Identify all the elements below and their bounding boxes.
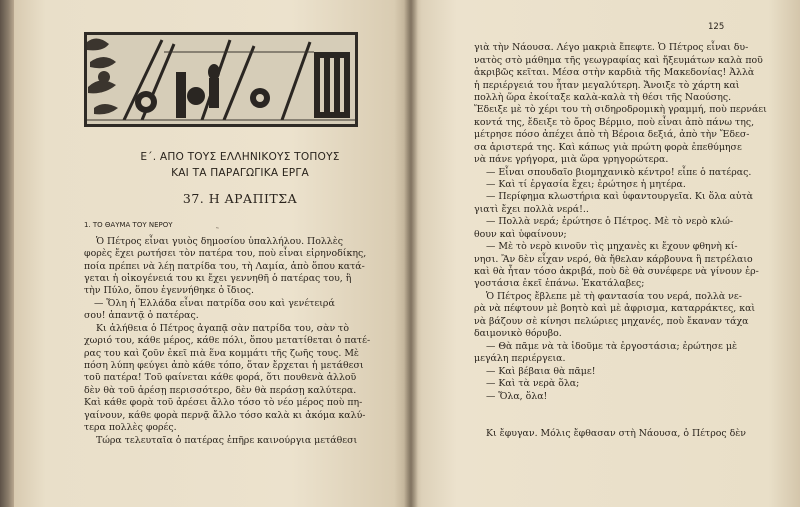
right-text-line: Κι ἔφυγαν. Μόλις ἔφθασαν στὴ Νάουσα, ὁ Πέτρος δὲν bbox=[486, 428, 746, 439]
left-text-line: σου! ἀπαντᾷ ὁ πατέρας. bbox=[84, 310, 199, 321]
right-text-line: γοστάσια ἐκεῖ ἐπάνω. Ἐκατάλαβες; bbox=[474, 278, 645, 289]
right-text-line: Ὁ Πέτρος ἔβλεπε μὲ τὴ φαντασία του νερά, πολλὰ νε- bbox=[486, 291, 742, 302]
left-text-line: τερα πολλὲς φορές. bbox=[84, 422, 177, 433]
right-text-line: — Καὶ βέβαια θὰ πᾶμε! bbox=[486, 366, 596, 377]
pencil-mark: ‟ bbox=[216, 227, 220, 234]
right-text-line: γιὰ τὴν Νάουσα. Λέγο μακριὰ ἔπεφτε. Ὁ Πέτρος εἶναι δυ- bbox=[474, 42, 749, 53]
right-text-line: — Πολλὰ νερά; ἐρώτησε ὁ Πέτρος. Μὲ τὸ νερὸ κλώ- bbox=[486, 216, 734, 227]
right-text-line: καὶ θὰ ἦταν τόσο ἀκριβά, ποὺ δὲ θὰ συνέφερε νὰ γίνουν ἐρ- bbox=[474, 266, 759, 277]
chapter-heading-line1: Ε΄. ΑΠΟ ΤΟΥΣ ΕΛΛΗΝΙΚΟΥΣ ΤΟΠΟΥΣ bbox=[140, 151, 340, 163]
right-text-line: νησι. Ἂν δὲν εἶχαν νερό, θὰ ἤθελαν κάρβουνα ἢ πετρέλαιο bbox=[474, 254, 753, 265]
right-text-line: — Εἶναι σπουδαῖο βιομηχανικὸ κέντρο! εἶπε ὁ πατέρας. bbox=[486, 167, 752, 178]
left-text-line: δὲν θὰ τοῦ ἀρέσῃ περισσότερο, δὲν θὰ περάσῃ καλύτερα. bbox=[84, 385, 357, 396]
left-text-line: ρας του καὶ ζοῦν ἐκεῖ πιὰ ἕνα κομμάτι τῆς ζωῆς τους. Μὲ bbox=[84, 348, 359, 359]
left-text-line: χωριό του, κάθε μέρος, κάθε πόλι, ὅπου μετατίθεται ὁ πατέ- bbox=[84, 335, 371, 346]
left-text-line: τοῦ πατέρα! Τοῦ φαίνεται κάθε φορά, ὅτι πουθενὰ ἀλλοῦ bbox=[84, 372, 357, 383]
right-text-line: θουν καὶ ὑφαίνουν; bbox=[474, 229, 567, 240]
left-text-line: — Ὅλη ἡ Ἑλλάδα εἶναι πατρίδα σου καὶ γενέτειρά bbox=[94, 298, 335, 309]
right-text-line: — Περίφημα κλωστήρια καὶ ὑφαντουργεῖα. Κι ὅλα αὐτὰ bbox=[486, 191, 754, 202]
right-text-line: μεγάλη περιέργεια. bbox=[474, 353, 566, 364]
right-text-line: μέτρησε πόσο ἀπέχει ἀπὸ τὴ Βέροια δεξιά, ἀπὸ τὴν Ἔδεσ- bbox=[474, 129, 750, 140]
book-gutter bbox=[404, 0, 418, 507]
right-text-line: δαιμονικὸ θόρυβο. bbox=[474, 328, 562, 339]
section-label: 1. ΤΟ ΘΑΥΜΑ ΤΟΥ ΝΕΡΟΥ bbox=[84, 221, 173, 229]
right-text-line: ρὰ νὰ πέφτουν μὲ βοητὸ καὶ μὲ ἀφρισμα, καταρράκτες, καὶ bbox=[474, 303, 756, 314]
right-text-line: — Θὰ πᾶμε νὰ τὰ ἰδοῦμε τὰ ἐργοστάσια; ἐρώτησε μὲ bbox=[486, 341, 737, 352]
left-text-line: Τώρα τελευταῖα ὁ πατέρας ἐπῆρε καινούργια μετάθεσι bbox=[96, 435, 358, 446]
book-page-edges bbox=[0, 0, 14, 507]
right-text-line: γιατὶ ἔχει πολλὰ νερά!.. bbox=[474, 204, 589, 215]
left-text-line: Ὁ Πέτρος εἶναι γυιὸς δημοσίου ὑπαλλήλου. Πολλὲς bbox=[96, 236, 344, 247]
right-text-line: πολλὴ ὥρα ἐκοίταξε καλὰ-καλὰ τὴ θέσι τῆς Ναούσης. bbox=[474, 92, 732, 103]
right-text-line: — Καὶ τὰ νερὰ ὅλα; bbox=[486, 378, 580, 389]
right-text-line: νὰ πάνε γρήγορα, μιὰ ὥρα γρηγορώτερα. bbox=[474, 154, 669, 165]
page-number: 125 bbox=[708, 22, 725, 32]
right-text-line: ἀκριβῶς κεῖται. Μέσα στὴν καρδιὰ τῆς Μακεδονίας! Ἀλλὰ bbox=[474, 67, 755, 78]
right-text-line: νατὸς στὸ μάθημα τῆς γεωγραφίας καὶ ἤξευμάτων καλὰ ποῦ bbox=[474, 55, 763, 66]
factory-illustration bbox=[84, 32, 358, 127]
right-text-line: — Καὶ τί ἐργασία ἔχει; ἐρώτησε ἡ μητέρα. bbox=[486, 179, 686, 190]
left-text-line: ποία πρέπει νὰ λέῃ πατρίδα του, τὴ Λαμία, ἀπὸ ὅπου κατά- bbox=[84, 261, 365, 272]
lesson-title: 37. Η ΑΡΑΠΙΤΣΑ bbox=[182, 191, 298, 206]
left-text-line: πόση λύπη φεύγει ἀπὸ κάθε τόπο, ὅταν ἔρχεται ἡ μετάθεσι bbox=[84, 360, 364, 371]
right-text-line: κοντά της, ἔδειξε τὸ ὄρος Βέρμιο, ποὺ εἶναι ἀπὸ πάνω της, bbox=[474, 117, 755, 128]
left-text-line: Κι ἀλήθεια ὁ Πέτρος ἀγαπᾷ σὰν πατρίδα του, σὰν τὸ bbox=[96, 323, 349, 334]
right-text-line: νὰ βάζουν σὲ κίνησι πελώριες μηχανές, ποὺ ἔκαναν τάχα bbox=[474, 316, 749, 327]
right-text-line: — Ὅλα, ὅλα! bbox=[486, 391, 548, 402]
right-text-line: — Μὲ τὸ νερὸ κινοῦν τὶς μηχανὲς κι ἔχουν φθηνὴ κί- bbox=[486, 241, 738, 252]
left-text-line: γεται ἡ οἰκογένειά του κι ἔχει γεννηθῆ ὁ πατέρας του, ἢ bbox=[84, 273, 352, 284]
right-text-line: Ἔδειξε μὲ τὸ χέρι του τὴ σιδηροδρομικὴ γραμμή, ποὺ περνάει bbox=[474, 104, 767, 115]
right-text-line: σα ἀριστερά της. Καὶ κάπως γιὰ πρώτη φορὰ ἐπεθύμησε bbox=[474, 142, 742, 153]
left-text-line: γαίνουν, κάθε φορὰ περνᾷ ἄλλο τόσο καλὰ κι ἀκόμα καλύ- bbox=[84, 410, 366, 421]
chapter-heading-line2: ΚΑΙ ΤΑ ΠΑΡΑΓΩΓΙΚΑ ΕΡΓΑ bbox=[171, 167, 309, 179]
left-text-line: φορὲς ἔχει ρωτήσει τὸν πατέρα του, ποὺ εἶναι εἰρηνοδίκης, bbox=[84, 248, 367, 259]
left-text-line: τὴν Πύλο, ὅπου ἐγεννήθηκε ὁ ἴδιος. bbox=[84, 285, 254, 296]
right-text-line: ἡ περιέργειά του ἦταν μεγαλύτερη. Ἄνοιξε τὸ χάρτη καὶ bbox=[474, 80, 740, 91]
left-text-line: Καὶ κάθε φορὰ τοῦ ἀρέσει ἄλλο τόσο τὸ νέο μέρος ποὺ πη- bbox=[84, 397, 363, 408]
